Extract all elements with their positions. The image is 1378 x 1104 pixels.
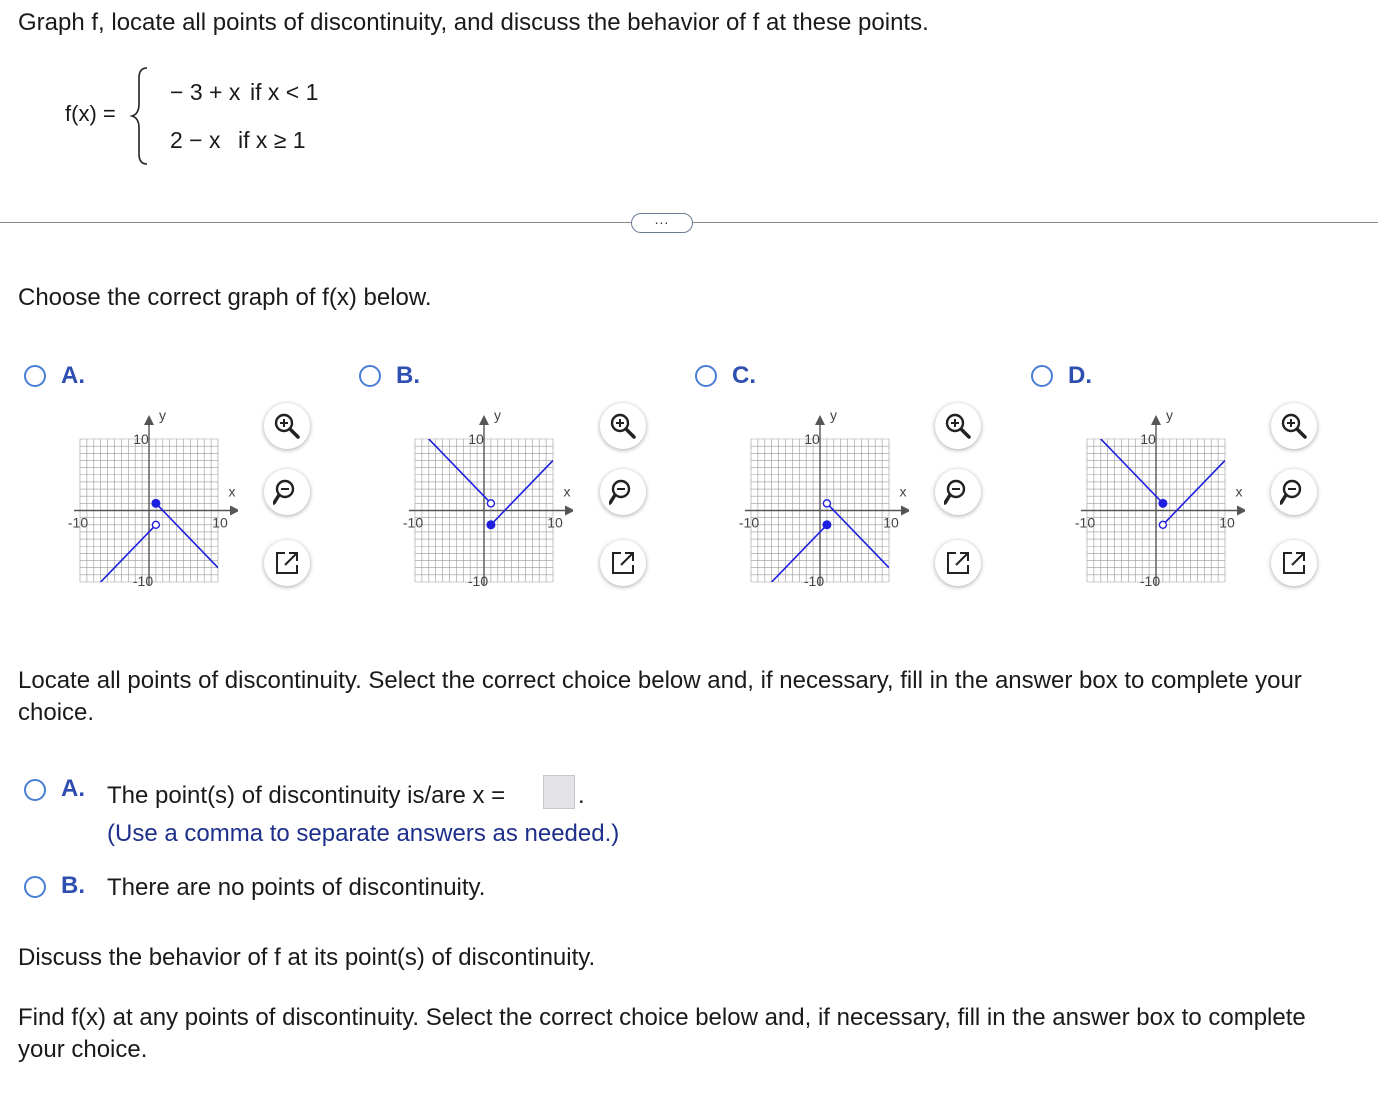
- graph-a-zoom-in-button[interactable]: [264, 403, 310, 449]
- x-axis-arrow: [230, 506, 238, 516]
- choice-b-text: There are no points of discontinuity.: [107, 874, 486, 901]
- question-prompt: Graph f, locate all points of discontinuity, and discuss the behavior of f at these points.: [18, 9, 929, 36]
- x-axis-arrow: [1237, 506, 1245, 516]
- open-point: [487, 500, 494, 507]
- y-tick-min: -10: [1139, 573, 1161, 589]
- graph-d-zoom-in-button[interactable]: [1271, 403, 1317, 449]
- choice-a-text: The point(s) of discontinuity is/are x =: [107, 782, 506, 809]
- choice-a-radio[interactable]: [24, 779, 46, 801]
- graph-b-expand-button[interactable]: [600, 540, 646, 586]
- choice-b-letter: B.: [61, 872, 85, 899]
- discontinuity-answer-box[interactable]: [543, 775, 575, 809]
- x-tick-max: 10: [212, 514, 228, 531]
- x-axis-label: x: [899, 483, 907, 500]
- graph-c-zoom-in-button[interactable]: [935, 403, 981, 449]
- graph-option-a-radio[interactable]: [24, 365, 46, 387]
- curve-right: [491, 460, 553, 524]
- expand-icon: [609, 549, 637, 577]
- choice-a-hint: (Use a comma to separate answers as needed.): [107, 820, 620, 847]
- piecewise-brace: [129, 66, 155, 166]
- x-axis-label: x: [1235, 483, 1243, 500]
- closed-point: [1158, 499, 1167, 508]
- zoom-in-icon: [609, 412, 637, 440]
- x-tick-min: -10: [402, 514, 424, 531]
- curve-left: [751, 525, 827, 602]
- y-axis-arrow: [479, 415, 489, 425]
- y-tick-max: 10: [133, 431, 149, 447]
- graph-option-a[interactable]: [58, 402, 238, 602]
- zoom-in-icon: [944, 412, 972, 440]
- x-axis-label: x: [228, 483, 236, 500]
- piece-2-expr: 2 − x: [170, 127, 221, 153]
- graph-a-expand-button[interactable]: [264, 540, 310, 586]
- show-more-button[interactable]: ...: [631, 213, 693, 233]
- curve-right: [1163, 460, 1225, 524]
- x-axis-arrow: [565, 506, 573, 516]
- graph-svg: [1065, 402, 1245, 602]
- curve-right: [827, 503, 889, 567]
- graph-option-d[interactable]: [1065, 402, 1245, 602]
- y-tick-max: 10: [804, 431, 820, 447]
- graph-option-c[interactable]: [729, 402, 909, 602]
- zoom-out-icon: [1280, 478, 1308, 506]
- discontinuity-prompt: Locate all points of discontinuity. Select the correct choice below and, if necessary, fill in the answer box to complete your choice.: [18, 667, 1302, 726]
- zoom-in-icon: [1280, 412, 1308, 440]
- graph-svg: [393, 402, 573, 602]
- graph-d-expand-button[interactable]: [1271, 540, 1317, 586]
- x-axis-label: x: [563, 483, 571, 500]
- piece-1-condition: if x < 1: [250, 79, 319, 105]
- closed-point: [822, 520, 831, 529]
- curve-right: [156, 503, 218, 567]
- zoom-out-icon: [609, 478, 637, 506]
- y-tick-min: -10: [132, 573, 154, 589]
- closed-point: [151, 499, 160, 508]
- x-tick-max: 10: [883, 514, 899, 531]
- graph-b-zoom-out-button[interactable]: [600, 469, 646, 515]
- piece-1-expr: − 3 + x: [170, 79, 241, 105]
- graph-svg: [729, 402, 909, 602]
- y-axis-label: y: [1166, 407, 1173, 423]
- x-tick-max: 10: [1219, 514, 1235, 531]
- y-tick-min: -10: [803, 573, 825, 589]
- function-label: f(x) =: [65, 101, 116, 126]
- graph-c-zoom-out-button[interactable]: [935, 469, 981, 515]
- expand-icon: [273, 549, 301, 577]
- y-axis-label: y: [159, 407, 166, 423]
- choice-a-letter: A.: [61, 775, 85, 802]
- graph-option-d-radio[interactable]: [1031, 365, 1053, 387]
- find-fx-prompt: Find f(x) at any points of discontinuity. Select the correct choice below and, if necessary, fill in the answer box to complete your choice.: [18, 1004, 1306, 1063]
- y-axis-label: y: [494, 407, 501, 423]
- y-tick-min: -10: [467, 573, 489, 589]
- graph-c-expand-button[interactable]: [935, 540, 981, 586]
- graph-a-zoom-out-button[interactable]: [264, 469, 310, 515]
- choice-a-period: .: [578, 782, 585, 809]
- y-tick-max: 10: [1140, 431, 1156, 447]
- y-axis-arrow: [815, 415, 825, 425]
- x-axis-arrow: [901, 506, 909, 516]
- graph-option-a-letter: A.: [61, 362, 85, 389]
- graph-svg: [58, 402, 238, 602]
- graph-option-c-radio[interactable]: [695, 365, 717, 387]
- open-point: [1159, 521, 1166, 528]
- graph-option-b[interactable]: [393, 402, 573, 602]
- graph-option-b-letter: B.: [396, 362, 420, 389]
- graph-option-c-letter: C.: [732, 362, 756, 389]
- open-point: [152, 521, 159, 528]
- zoom-in-icon: [273, 412, 301, 440]
- zoom-out-icon: [944, 478, 972, 506]
- graph-d-zoom-out-button[interactable]: [1271, 469, 1317, 515]
- x-tick-max: 10: [547, 514, 563, 531]
- y-axis-arrow: [144, 415, 154, 425]
- x-tick-min: -10: [738, 514, 760, 531]
- zoom-out-icon: [273, 478, 301, 506]
- curve-left: [80, 525, 156, 602]
- x-tick-min: -10: [1074, 514, 1096, 531]
- graph-b-zoom-in-button[interactable]: [600, 403, 646, 449]
- y-axis-label: y: [830, 407, 837, 423]
- expand-icon: [1280, 549, 1308, 577]
- y-tick-max: 10: [468, 431, 484, 447]
- y-axis-arrow: [1151, 415, 1161, 425]
- closed-point: [486, 520, 495, 529]
- graph-option-b-radio[interactable]: [359, 365, 381, 387]
- x-tick-min: -10: [67, 514, 89, 531]
- behavior-prompt: Discuss the behavior of f at its point(s) of discontinuity.: [18, 944, 596, 971]
- expand-icon: [944, 549, 972, 577]
- graph-choice-prompt: Choose the correct graph of f(x) below.: [18, 284, 432, 311]
- open-point: [823, 500, 830, 507]
- graph-option-d-letter: D.: [1068, 362, 1092, 389]
- choice-b-radio[interactable]: [24, 876, 46, 898]
- piece-2-condition: if x ≥ 1: [238, 127, 306, 153]
